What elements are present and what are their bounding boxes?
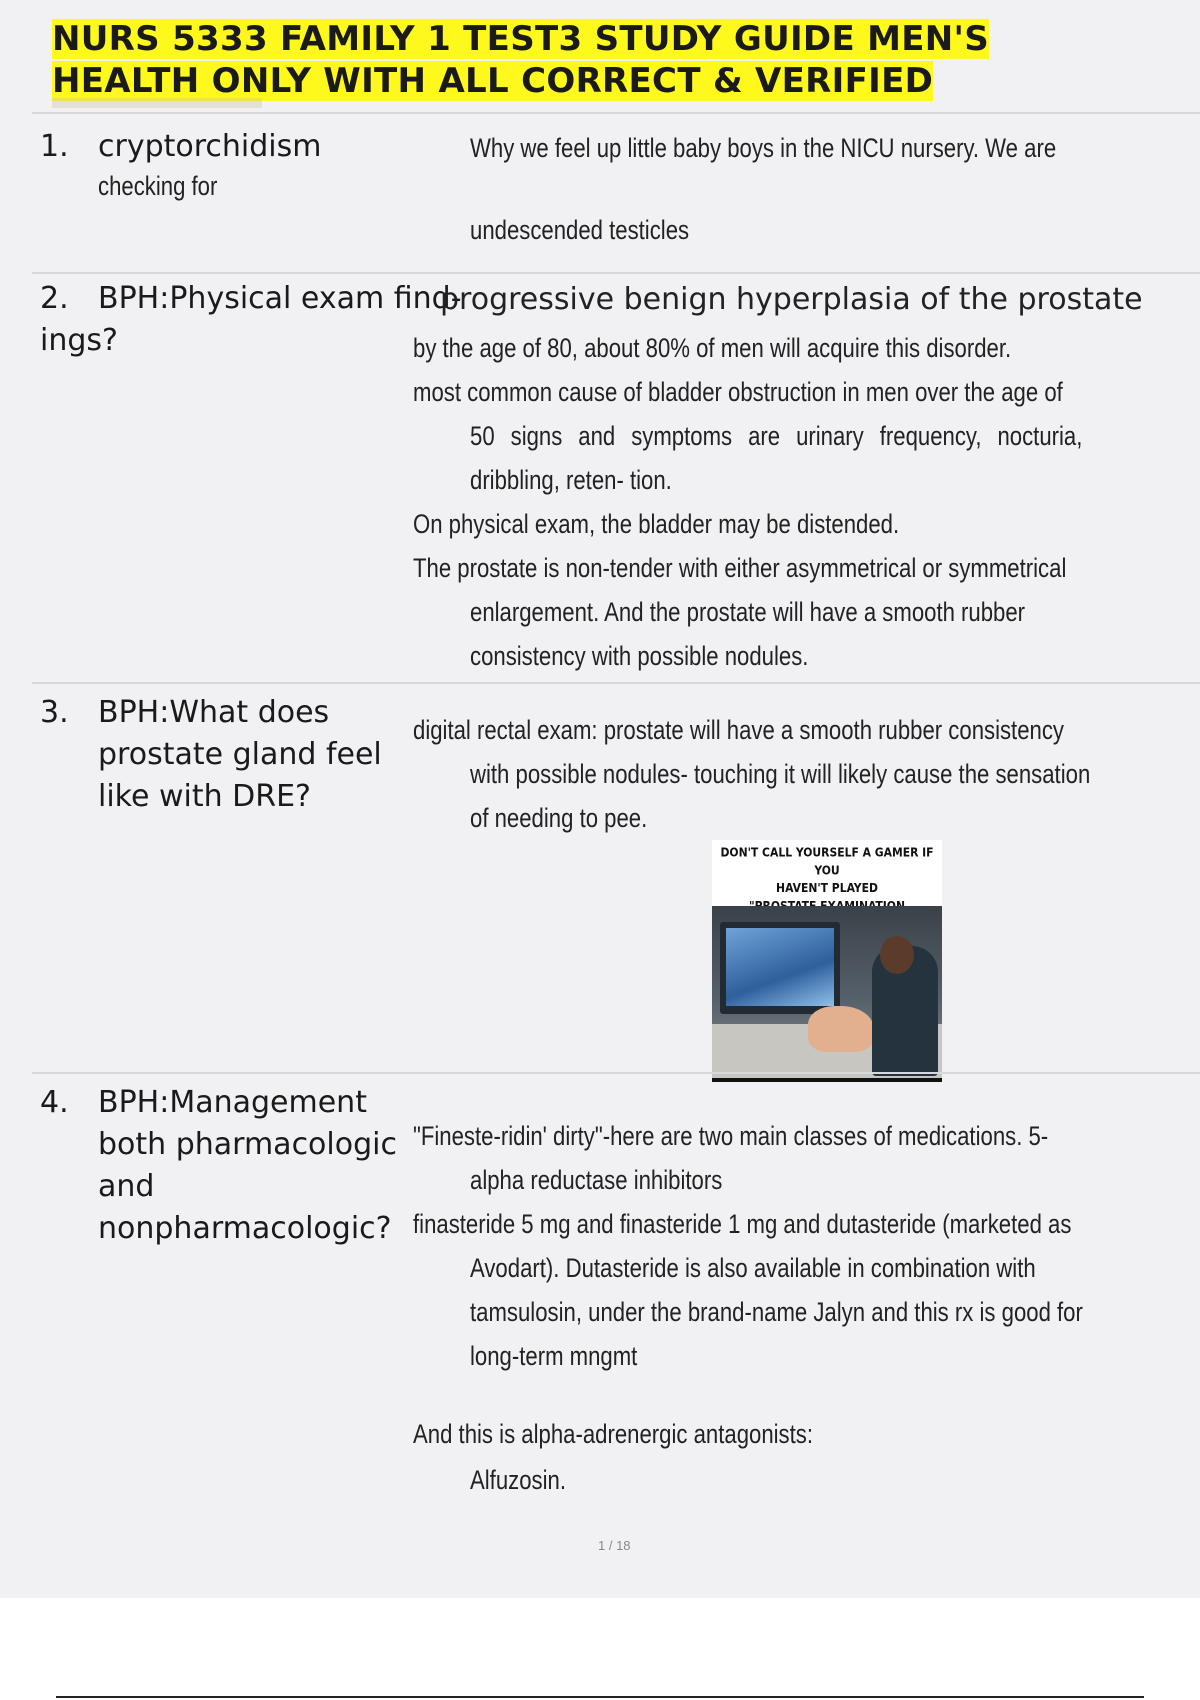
training-model-graphic <box>808 1006 874 1052</box>
answer-4-line: Alfuzosin. <box>470 1465 566 1495</box>
answer-2-line: On physical exam, the bladder may be distended. <box>413 509 900 539</box>
divider <box>32 682 1200 684</box>
question-1 <box>40 126 322 168</box>
answer-3-line: digital rectal exam: prostate will have a smooth rubber consistency <box>413 715 1064 745</box>
question-number: 3. <box>40 695 69 730</box>
answer-4-line: finasteride 5 mg and finasteride 1 mg and dutasteride (marketed as <box>413 1209 1072 1239</box>
question-2 <box>40 278 462 320</box>
answer-2-line: The prostate is non-tender with either asymmetrical or symmetrical <box>413 553 1067 583</box>
question-3-line: like with DRE? <box>98 779 311 814</box>
meme-photo <box>712 906 942 1078</box>
question-4 <box>40 1082 367 1124</box>
document-title <box>52 18 1152 102</box>
question-number: 1. <box>40 129 69 164</box>
meme-image <box>712 840 942 1082</box>
person-head-graphic <box>880 936 914 974</box>
answer-4-line: "Fineste-ridin' dirty"-here are two main classes of medications. 5- <box>413 1121 1049 1151</box>
answer-2-line: progressive benign hyperplasia of the prostate <box>440 282 1143 317</box>
title-clipped-text <box>52 98 262 108</box>
divider <box>32 272 1200 274</box>
monitor-graphic <box>720 922 840 1014</box>
question-2-continued: ings? <box>40 323 118 358</box>
question-3 <box>40 692 329 734</box>
answer-2-line: 50 signs and symptoms are urinary frequency, nocturia, <box>470 421 1083 451</box>
answer-2-line: dribbling, reten- tion. <box>470 465 672 495</box>
question-text: BPH:Physical exam find- <box>98 281 462 316</box>
answer-4-line: long-term mngmt <box>470 1341 638 1371</box>
question-4-line: and <box>98 1169 155 1204</box>
meme-caption-line: HAVEN'T PLAYED <box>776 880 878 896</box>
page-indicator: 1 / 18 <box>598 1538 631 1553</box>
answer-2-line: most common cause of bladder obstruction in men over the age of <box>413 377 1063 407</box>
answer-2-line: consistency with possible nodules. <box>470 641 809 671</box>
answer-3-line: of needing to pee. <box>470 803 648 833</box>
footer-rule <box>56 1696 1144 1698</box>
question-4-line: both pharmacologic <box>98 1127 397 1162</box>
answer-2-line: by the age of 80, about 80% of men will acquire this disorder. <box>413 333 1012 363</box>
question-3-line: prostate gland feel <box>98 737 382 772</box>
answer-4-line: alpha reductase inhibitors <box>470 1165 723 1195</box>
answer-4-line: Avodart). Dutasteride is also available in combination with <box>470 1253 1036 1283</box>
divider <box>32 112 1200 114</box>
question-text: BPH:Management <box>98 1085 367 1120</box>
answer-1-line: Why we feel up little baby boys in the NICU nursery. We are <box>470 133 1057 163</box>
question-4-line: nonpharmacologic? <box>98 1211 392 1246</box>
answer-1-line: checking for <box>98 171 218 201</box>
answer-4-line: tamsulosin, under the brand-name Jalyn and this rx is good for <box>470 1297 1083 1327</box>
answer-3-line: with possible nodules- touching it will likely cause the sensation <box>470 759 1091 789</box>
question-text: BPH:What does <box>98 695 330 730</box>
meme-caption-line: DON'T CALL YOURSELF A GAMER IF YOU <box>720 844 934 878</box>
question-number: 4. <box>40 1085 69 1120</box>
divider <box>32 1072 1200 1074</box>
title-line-2: HEALTH ONLY WITH ALL CORRECT & VERIFIED <box>52 61 934 101</box>
answer-4-line: And this is alpha-adrenergic antagonists: <box>413 1419 813 1449</box>
question-number: 2. <box>40 281 69 316</box>
question-text: cryptorchidism <box>98 129 322 164</box>
answer-1-line: undescended testicles <box>470 215 690 245</box>
title-line-1: NURS 5333 FAMILY 1 TEST3 STUDY GUIDE MEN'S <box>52 19 990 59</box>
answer-2-line: enlargement. And the prostate will have a smooth rubber <box>470 597 1026 627</box>
